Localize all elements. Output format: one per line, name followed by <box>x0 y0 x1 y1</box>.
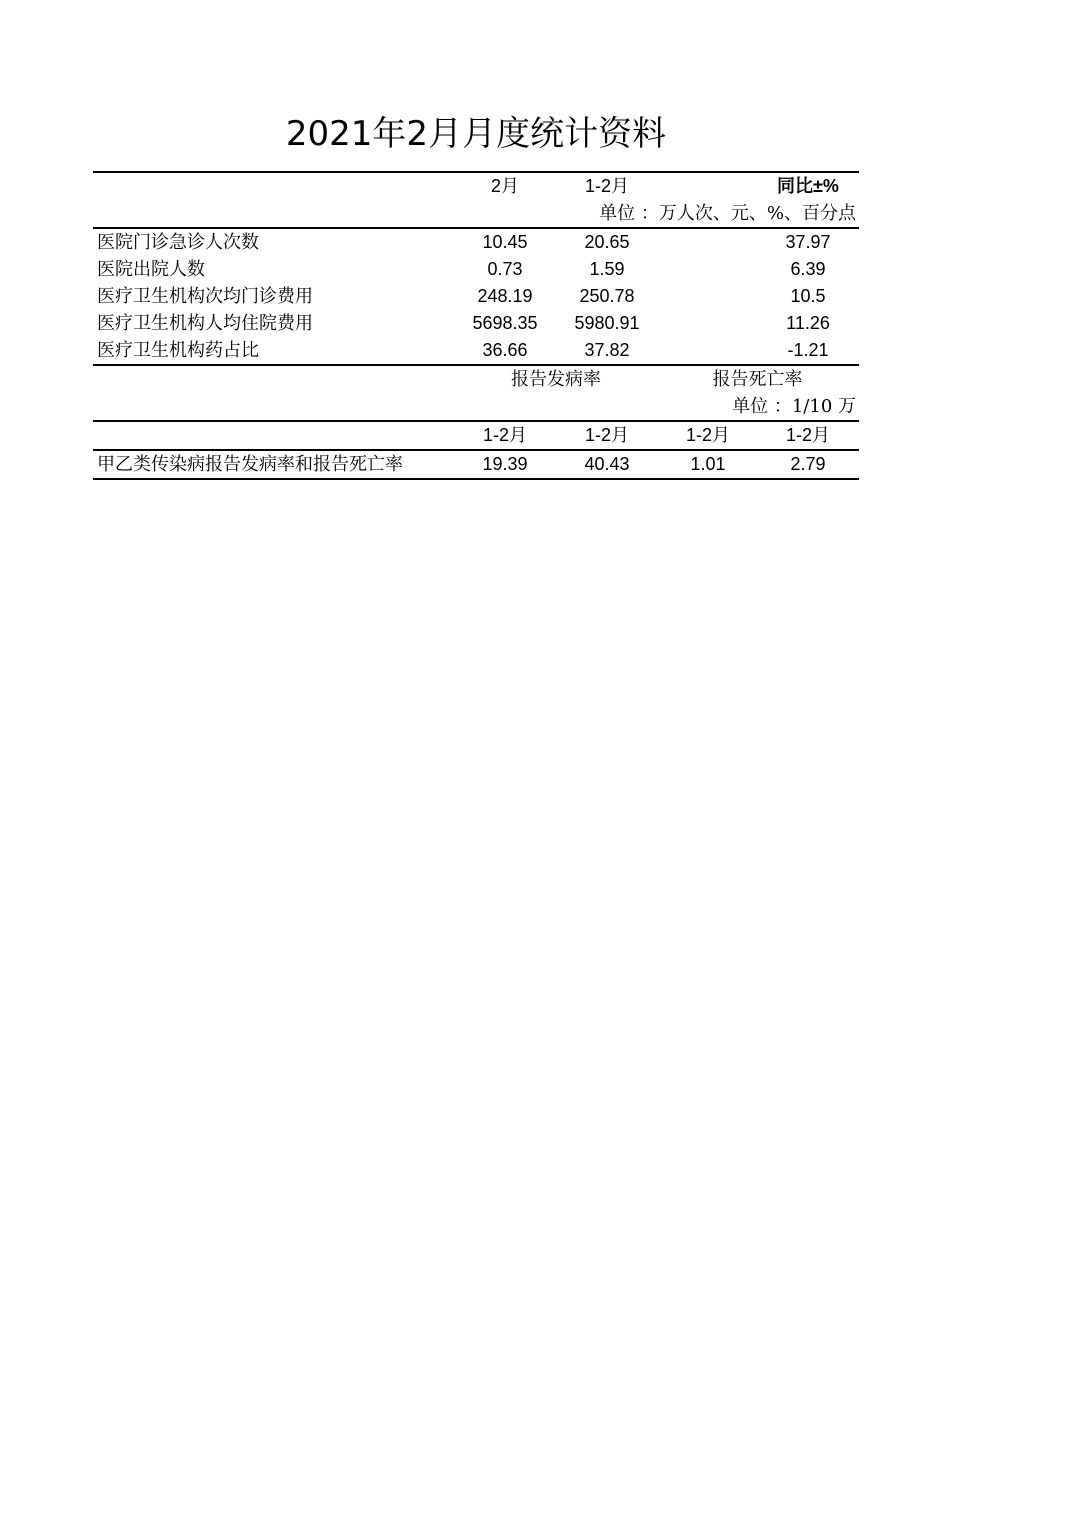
value-yoy: -1.21 <box>787 340 829 360</box>
table-row <box>93 451 859 480</box>
value-feb: 36.66 <box>482 340 528 360</box>
unit-label: 单位 ：万人次、元、%、百分点 <box>599 203 856 224</box>
value-incidence-1: 19.39 <box>482 454 528 474</box>
row-label: 医院出院人数 <box>97 259 205 280</box>
row-label: 医疗卫生机构人均住院费用 <box>97 313 313 334</box>
value-yoy: 10.5 <box>790 286 826 306</box>
row-label: 医疗卫生机构次均门诊费用 <box>97 286 313 307</box>
header-feb: 2月 <box>490 176 519 196</box>
unit-label-2: 单位 ：1/10 万 <box>732 396 856 417</box>
value-mortality-1: 1.01 <box>690 454 726 474</box>
group-header-row <box>93 366 859 393</box>
header-jan-feb: 1-2月 <box>584 176 629 196</box>
row-label: 医院门诊急诊人次数 <box>97 232 259 253</box>
header-row <box>93 171 859 200</box>
unit-row-2 <box>93 393 859 422</box>
unit-row <box>93 200 859 229</box>
table-row <box>93 229 859 256</box>
statistics-table <box>93 171 859 480</box>
value-jan-feb: 250.78 <box>579 286 635 306</box>
value-feb: 0.73 <box>487 259 523 279</box>
value-jan-feb: 5980.91 <box>574 313 640 333</box>
table-row <box>93 337 859 366</box>
sub-header: 1-2月 <box>685 425 730 445</box>
value-feb: 248.19 <box>477 286 533 306</box>
table-row <box>93 283 859 310</box>
value-jan-feb: 20.65 <box>584 232 630 252</box>
value-feb: 10.45 <box>482 232 528 252</box>
group-mortality-label: 报告死亡率 <box>712 369 803 390</box>
table-row <box>93 310 859 337</box>
row-label: 甲乙类传染病报告发病率和报告死亡率 <box>97 454 403 475</box>
value-feb: 5698.35 <box>472 313 538 333</box>
group-incidence-label: 报告发病率 <box>511 369 601 390</box>
value-yoy: 11.26 <box>786 313 830 333</box>
sub-header: 1-2月 <box>482 425 527 445</box>
value-jan-feb: 1.59 <box>589 259 625 279</box>
value-yoy: 37.97 <box>785 232 831 252</box>
sub-header: 1-2月 <box>785 425 830 445</box>
sub-header-row <box>93 422 859 451</box>
row-label: 医疗卫生机构药占比 <box>97 340 259 361</box>
page-title: 2021年2月月度统计资料 <box>285 114 667 154</box>
value-mortality-2: 2.79 <box>790 454 826 474</box>
sub-header: 1-2月 <box>584 425 629 445</box>
table-row <box>93 256 859 283</box>
value-jan-feb: 37.82 <box>584 340 630 360</box>
value-yoy: 6.39 <box>790 259 826 279</box>
value-incidence-2: 40.43 <box>584 454 630 474</box>
header-yoy: 同比±% <box>777 176 839 196</box>
